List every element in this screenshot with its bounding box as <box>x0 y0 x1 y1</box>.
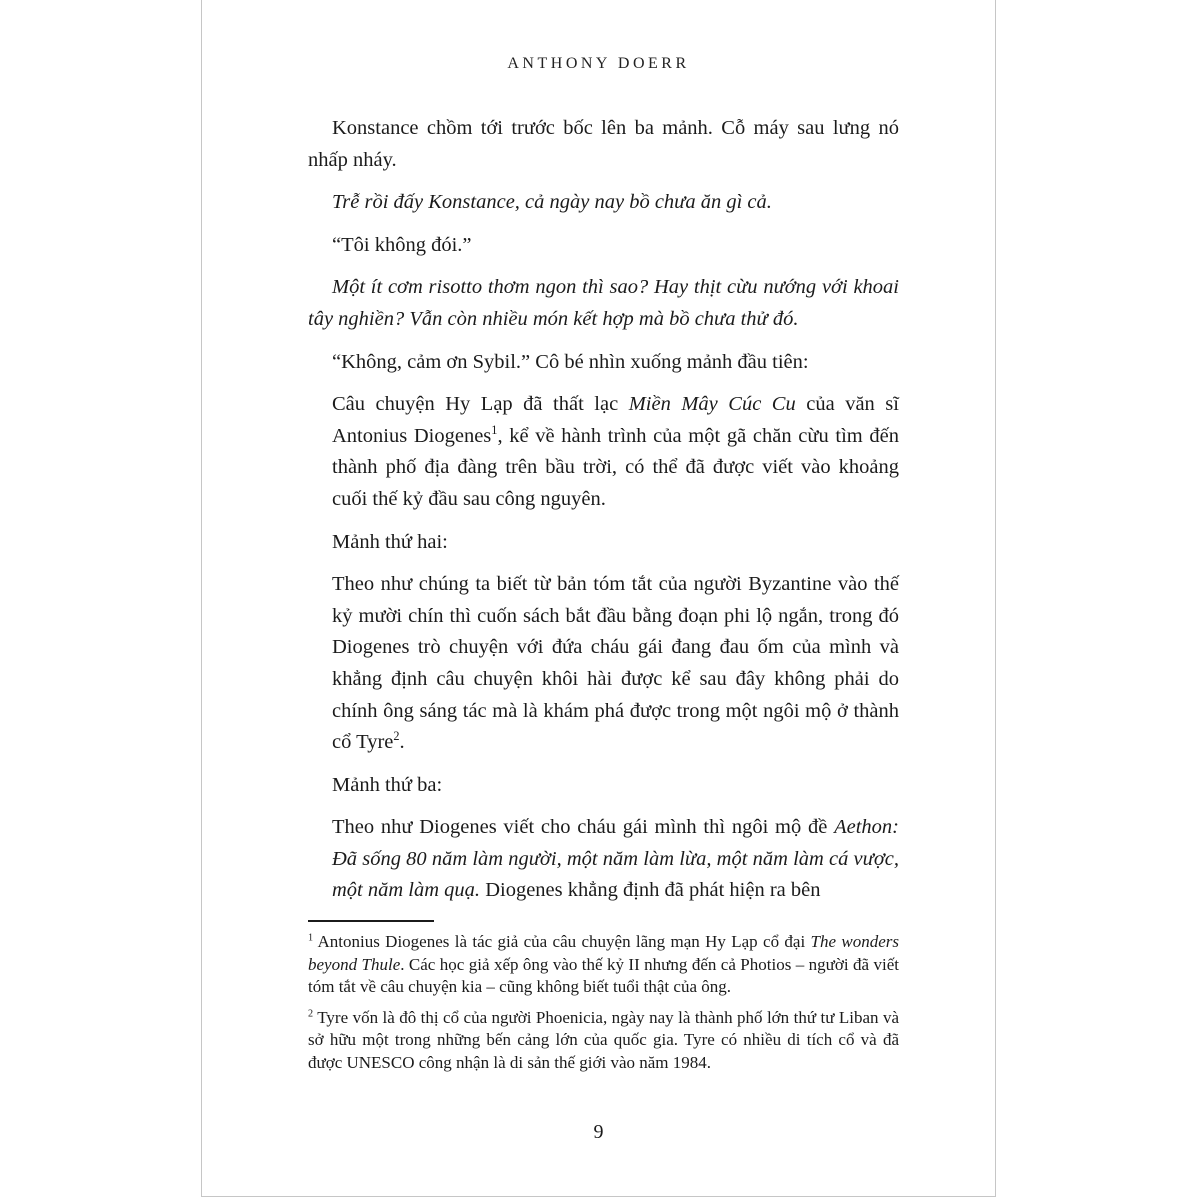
book-page <box>201 0 996 1197</box>
quote-paragraph <box>332 527 899 559</box>
paragraph <box>308 230 899 262</box>
paragraph <box>308 187 899 219</box>
text-run: Miền Mây Cúc Cu <box>628 393 796 416</box>
text-run: Câu chuyện Hy Lạp đã thất lạc <box>332 393 629 416</box>
text-run: Trễ rồi đấy Konstance, cả ngày nay bồ chưa ăn gì cả. <box>332 191 772 214</box>
quote-paragraph <box>332 389 899 515</box>
text-run: Mảnh thứ hai: <box>332 530 448 553</box>
text-run: Diogenes khẳng định đã phát hiện ra bên <box>480 879 821 902</box>
page-number: 9 <box>593 1121 604 1143</box>
text-run: của văn sĩ Antonius Diogenes <box>332 393 899 447</box>
text-run: Antonius Diogenes là tác giả của câu chuyện lãng mạn Hy Lạp cổ đại <box>313 932 811 952</box>
superscript-marker: 2 <box>308 1007 314 1019</box>
footnote <box>308 1007 899 1075</box>
footnote-rule <box>308 920 434 922</box>
text-run: . Các học giả xếp ông vào thế kỷ II nhưng đến cả Photios – người đã viết tóm tắt về câu chuyện kia – cũng không biết tuổi thật của ông. <box>308 954 899 997</box>
text-run: . <box>399 731 405 754</box>
quote-paragraph <box>332 569 899 759</box>
footnote <box>308 931 899 999</box>
quote-paragraph <box>332 812 899 907</box>
text-run: The wonders beyond Thule <box>308 932 899 974</box>
text-run: “Tôi không đói.” <box>332 233 472 256</box>
text-run: Aethon: Đã sống 80 năm làm người, một năm làm lừa, một năm làm cá vược, một năm làm quạ. <box>332 816 899 902</box>
footnotes <box>308 931 899 1074</box>
text-run: , kể về hành trình của một gã chăn cừu tìm đến thành phố địa đàng trên bầu trời, có thể đã được viết vào khoảng cuối thế kỷ đầu sau công nguyên. <box>332 424 899 510</box>
running-header: ANTHONY DOERR <box>507 55 690 72</box>
superscript-marker: 1 <box>491 422 498 437</box>
paragraph <box>308 347 899 379</box>
page-body <box>308 113 899 907</box>
text-run: Tyre vốn là đô thị cổ của người Phoenicia, ngày nay là thành phố lớn thứ tư Liban và sở hữu một trong những bến cảng lớn của quốc gia. Tyre có nhiều di tích cổ và đã được UNESCO công nhận là di sản thế giới vào năm 1984. <box>308 1007 899 1072</box>
paragraph <box>308 272 899 335</box>
text-run: Konstance chồm tới trước bốc lên ba mảnh. Cỗ máy sau lưng nó nhấp nháy. <box>308 117 899 171</box>
text-run: Theo như Diogenes viết cho cháu gái mình thì ngôi mộ đề <box>332 816 835 839</box>
text-run: “Không, cảm ơn Sybil.” Cô bé nhìn xuống mảnh đầu tiên: <box>332 350 809 373</box>
superscript-marker: 1 <box>308 932 314 944</box>
text-run: Theo như chúng ta biết từ bản tóm tắt của người Byzantine vào thế kỷ mười chín thì cuốn sách bắt đầu bằng đoạn phi lộ ngắn, trong đó Diogenes trò chuyện với đứa cháu gái đang đau ốm của mình và khẳng định câu chuyện khôi hài được kể sau đây không phải do chính ông sáng tác mà là khám phá được trong một ngôi mộ ở thành cổ Tyre <box>332 573 899 754</box>
paragraph <box>308 113 899 176</box>
quote-paragraph <box>332 770 899 802</box>
text-run: Mảnh thứ ba: <box>332 773 443 796</box>
superscript-marker: 2 <box>393 729 400 744</box>
text-run: Một ít cơm risotto thơm ngon thì sao? Hay thịt cừu nướng với khoai tây nghiền? Vẫn còn nhiều món kết hợp mà bồ chưa thử đó. <box>308 276 899 330</box>
